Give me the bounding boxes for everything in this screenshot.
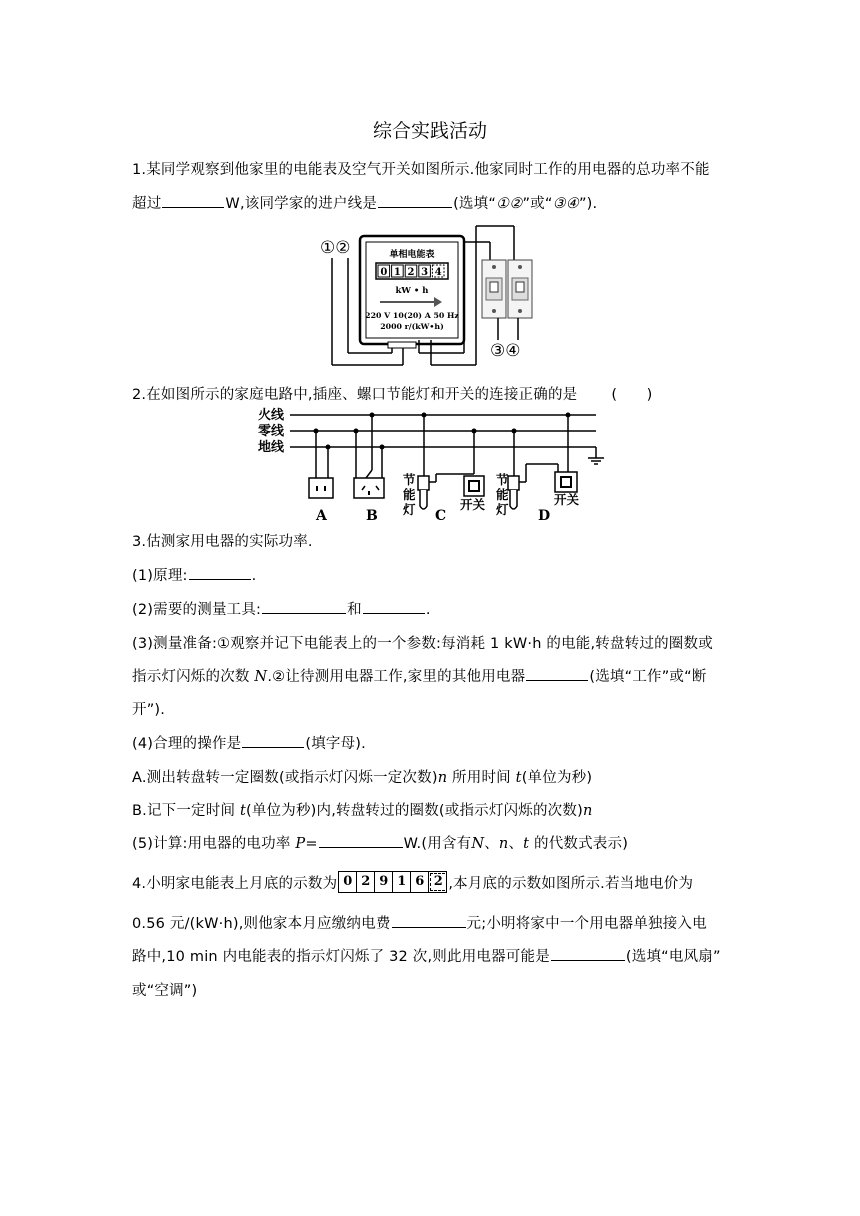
lamp-label-d-3: 灯 (496, 502, 509, 517)
lamp-label-d-1: 节 (496, 472, 509, 487)
q4-text-1a: 4.小明家电能表上月底的示数为 (132, 876, 338, 892)
option-a-socket (309, 429, 333, 499)
q3-tools-label: (2)需要的测量工具: (132, 602, 262, 618)
q4-digit: 1 (393, 872, 411, 892)
q3-var-N-2: N (471, 836, 485, 852)
meter-title: 单相电能表 (389, 250, 435, 260)
option-label-c: C (435, 508, 447, 524)
option-label-a: A (316, 508, 327, 524)
q1-option-12: ①② (496, 196, 523, 212)
switch-label-c: 开关 (460, 497, 486, 512)
q3-option-a-var-n: n (437, 770, 448, 786)
option-label-b: B (366, 508, 378, 524)
q3-text-7b: (填字母). (305, 736, 366, 752)
q3-option-b-text-1: B.记下一定时间 (132, 803, 236, 819)
q1-meter-figure (318, 222, 544, 368)
q3-line-1: 3.估测家用电器的实际功率. (132, 534, 313, 550)
q4-digit: 2 (430, 873, 445, 891)
q2-line (132, 383, 652, 404)
page-title: 综合实践活动 (372, 120, 487, 142)
q4-blank-appliance[interactable] (551, 946, 625, 961)
q4-line-3 (132, 945, 721, 966)
q3-var-n-2: n (498, 836, 509, 852)
q3-option-a (132, 766, 592, 787)
q3-option-b (132, 799, 592, 820)
q4-line-4: 或“空调”) (132, 983, 198, 999)
q3-text-10c: 的代数式表示) (534, 836, 629, 852)
neutral-wire-label: 零线 (258, 424, 285, 439)
q4-line-1 (132, 872, 693, 895)
live-wire-label: 火线 (258, 408, 285, 423)
ground-wire-label: 地线 (258, 440, 285, 455)
lamp-label-d-2: 能 (496, 487, 509, 502)
q3-blank-operation[interactable] (242, 733, 304, 748)
q3-text-5c: (选填“工作”或“断 (589, 669, 707, 685)
q1-text-e: ”). (578, 196, 598, 212)
q1-line-2 (132, 192, 597, 213)
q3-option-a-text-2: 所用时间 (452, 770, 511, 786)
q3-tools-and: 和 (347, 602, 362, 618)
q1-blank-power[interactable] (162, 193, 224, 208)
q1-label-34: ③④ (490, 341, 521, 361)
q3-line-6: 开”). (132, 702, 166, 718)
q3-option-b-text-2: (单位为秒)内,转盘转过的圈数(或指示灯闪烁的次数) (246, 803, 583, 819)
q3-blank-tool-1[interactable] (262, 599, 346, 614)
lamp-label-c-2: 能 (403, 487, 416, 502)
q3-option-a-text-3: (单位为秒) (521, 770, 593, 786)
q3-var-P: P (295, 836, 306, 852)
q1-text-a: 超过 (132, 196, 162, 212)
option-b-socket (354, 413, 385, 499)
q2-answer-paren[interactable]: ( ) (611, 387, 653, 403)
q3-blank-principle[interactable] (189, 565, 251, 580)
q3-text-5a: 指示灯闪烁的次数 (132, 669, 250, 685)
q3-sep-1: 、 (484, 836, 499, 852)
q4-text-2b: 元;小明将家中一个用电器单独接入电 (466, 916, 707, 932)
q4-digit: 6 (411, 872, 429, 892)
meter-digits (378, 265, 444, 278)
q3-text-10b: W.(用含有 (403, 836, 472, 852)
q3-line-5 (132, 665, 707, 686)
q1-option-34: ③④ (552, 196, 579, 212)
q3-sep-2: 、 (508, 836, 524, 852)
q3-line-3 (132, 598, 431, 619)
meter-digit: 1 (393, 267, 401, 278)
q4-text-3b: (选填“电风扇” (625, 949, 721, 965)
q4-line-2 (132, 912, 707, 933)
q3-option-b-var-n: n (582, 803, 593, 819)
q1-line-1: 1.某同学观察到他家里的电能表及空气开关如图所示.他家同时工作的用电器的总功率不能 (132, 162, 710, 178)
lamp-label-c-1: 节 (403, 472, 416, 487)
q3-line-2 (132, 564, 256, 585)
q1-text-b: W,该同学家的进户线是 (225, 196, 378, 212)
q4-digit: 0 (339, 872, 357, 892)
q3-equals: = (305, 836, 318, 852)
meter-digit: 2 (407, 267, 415, 278)
q2-circuit-figure (252, 406, 614, 524)
air-switch-right (508, 260, 532, 318)
q3-var-N: N (254, 669, 268, 685)
q4-meter-reading (338, 871, 447, 893)
meter-digit: 3 (421, 267, 429, 278)
q3-line-10 (132, 832, 628, 853)
meter-digit: 4 (434, 267, 442, 278)
q4-blank-fee[interactable] (392, 913, 466, 928)
q3-text-5b: .②让待测用电器工作,家里的其他用电器 (267, 669, 526, 685)
q4-text-2a: 0.56 元/(kW·h),则他家本月应缴纳电费 (132, 916, 391, 932)
q3-text-10a: (5)计算:用电器的电功率 (132, 836, 291, 852)
q4-text-3a: 路中,10 min 内电能表的指示灯闪烁了 32 次,则此用电器可能是 (132, 949, 550, 965)
q3-line-7 (132, 732, 366, 753)
q2-text: 2.在如图所示的家庭电路中,插座、螺口节能灯和开关的连接正确的是 (132, 387, 578, 403)
q3-blank-other-appliances[interactable] (526, 666, 588, 681)
q1-text-d: ”或“ (522, 196, 553, 212)
meter-spec-2: 2000 r/(kW•h) (380, 322, 444, 331)
q1-blank-incoming-line[interactable] (378, 193, 452, 208)
meter-spec-1: 220 V 10(20) A 50 Hz (365, 311, 459, 320)
lamp-label-c-3: 灯 (403, 502, 416, 517)
air-switch-left (482, 260, 506, 318)
q4-digit: 2 (357, 872, 375, 892)
q4-digit: 9 (375, 872, 393, 892)
q3-option-a-var-t: t (515, 770, 522, 786)
q3-principle-label: (1)原理: (132, 568, 188, 584)
q3-blank-tool-2[interactable] (363, 599, 425, 614)
q3-option-b-var-t: t (239, 803, 246, 819)
q3-line-4: (3)测量准备:①观察并记下电能表上的一个参数:每消耗 1 kW·h 的电能,转盘转过的圈数或 (132, 636, 713, 652)
q3-option-a-text-1: A.测出转盘转一定圈数(或指示灯闪烁一定次数) (132, 770, 438, 786)
q3-text-7a: (4)合理的操作是 (132, 736, 242, 752)
q1-label-12: ①② (320, 238, 351, 258)
option-c-lamp-switch (418, 413, 484, 510)
q3-var-t-2: t (523, 836, 530, 852)
q3-principle-end: . (251, 568, 257, 584)
switch-label-d: 开关 (554, 492, 580, 507)
option-label-d: D (538, 508, 551, 524)
q3-blank-power-formula[interactable] (319, 833, 403, 848)
q1-text-c: (选填“ (453, 196, 497, 212)
q4-text-1b: ,本月底的示数如图所示.若当地电价为 (448, 876, 694, 892)
meter-digit: 0 (380, 267, 388, 278)
q3-tools-end: . (425, 602, 431, 618)
meter-unit: kW • h (395, 286, 429, 296)
